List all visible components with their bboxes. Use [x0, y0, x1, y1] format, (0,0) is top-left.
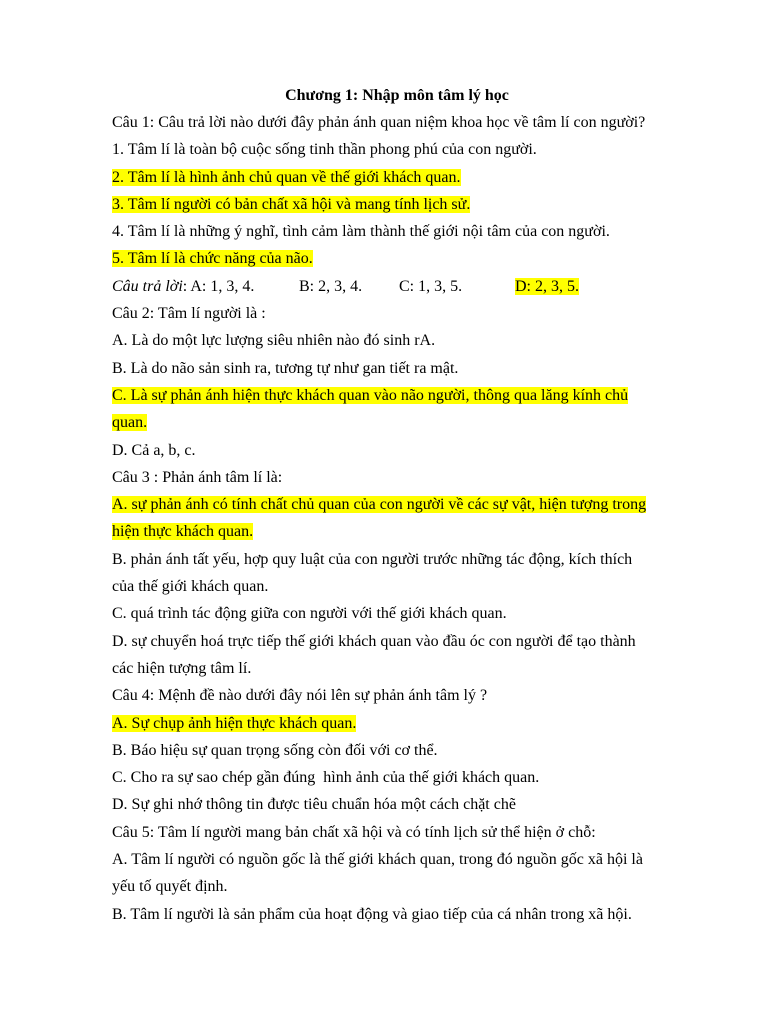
question-4-option-d: D. Sự ghi nhớ thông tin được tiêu chuẩn hóa một cách chặt chẽ [112, 796, 516, 814]
answer-c: C: 1, 3, 5. [399, 277, 463, 295]
question-1-option-1: 1. Tâm lí là toàn bộ cuộc sống tinh thần phong phú của con người. [112, 141, 537, 159]
question-5-option-b: B. Tâm lí người là sản phẩm của hoạt động và giao tiếp của cá nhân trong xã hội. [112, 905, 632, 923]
answer-b: B: 2, 3, 4. [299, 277, 363, 295]
question-3-option-a [112, 491, 682, 518]
question-1-text: Câu 1: Câu trả lời nào dưới đây phản ánh quan niệm khoa học về tâm lí con người? [112, 114, 646, 131]
question-2-text: Câu 2: Tâm lí người là : [112, 305, 266, 323]
questions-2-5-block [112, 300, 682, 928]
question-1-option-5 [112, 245, 682, 272]
answer-label: Câu trả lời [112, 277, 183, 295]
answer-a: Câu trả lời: A: 1, 3, 4. [112, 277, 255, 295]
question-3-option-d: D. sự chuyển hoá trực tiếp thế giới khách quan vào đầu óc con người để tạo thành [112, 632, 636, 650]
document-page [112, 83, 682, 928]
highlighted-text: C. Là sự phản ánh hiện thực khách quan vào não người, thông qua lăng kính chủ [112, 386, 629, 404]
question-2-option-c-cont [112, 409, 682, 436]
question-2-option-d: D. Cả a, b, c. [112, 441, 196, 459]
question-4-option-c: C. Cho ra sự sao chép gần đúng hình ảnh của thế giới khách quan. [112, 769, 540, 787]
question-1-option-3 [112, 191, 682, 218]
question-3-option-b: B. phản ánh tất yếu, hợp quy luật của con người trước những tác động, kích thích [112, 550, 633, 568]
question-2-option-c [112, 382, 682, 409]
question-1-block [112, 109, 682, 300]
question-3-text: Câu 3 : Phản ánh tâm lí là: [112, 468, 283, 486]
highlighted-text: A. sự phản ánh có tính chất chủ quan của con người về các sự vật, hiện tượng trong [112, 496, 647, 514]
highlighted-text: D: 2, 3, 5. [515, 277, 579, 295]
question-4-text: Câu 4: Mệnh đề nào dưới đây nói lên sự phản ánh tâm lý ? [112, 687, 488, 705]
highlighted-text: quan. [112, 414, 148, 432]
highlighted-text: hiện thực khách quan. [112, 523, 254, 541]
question-4-option-a [112, 710, 682, 737]
highlighted-text: 2. Tâm lí là hình ảnh chủ quan về thế giới khách quan. [112, 168, 461, 186]
question-3-option-d-cont: các hiện tượng tâm lí. [112, 659, 252, 677]
highlighted-text: A. Sự chụp ảnh hiện thực khách quan. [112, 714, 357, 732]
question-1-answer-row [112, 273, 682, 300]
question-1-option-4: 4. Tâm lí là những ý nghĩ, tình cảm làm thành thế giới nội tâm của con người. [112, 223, 610, 241]
question-3-option-c: C. quá trình tác động giữa con người với thế giới khách quan. [112, 605, 507, 623]
answer-d [515, 273, 579, 300]
question-3-option-b-cont: của thế giới khách quan. [112, 578, 269, 596]
question-1-option-2 [112, 164, 682, 191]
question-5-text: Câu 5: Tâm lí người mang bản chất xã hội và có tính lịch sử thể hiện ở chỗ: [112, 823, 596, 841]
question-2-option-a: A. Là do một lực lượng siêu nhiên nào đó sinh rA. [112, 332, 436, 350]
highlighted-text: 5. Tâm lí là chức năng của não. [112, 250, 313, 268]
question-4-option-b: B. Báo hiệu sự quan trọng sống còn đối với cơ thể. [112, 741, 438, 759]
chapter-title: Chương 1: Nhập môn tâm lý học [285, 87, 509, 104]
question-3-option-a-cont [112, 518, 682, 545]
highlighted-text: 3. Tâm lí người có bản chất xã hội và mang tính lịch sử. [112, 195, 471, 213]
question-2-option-b: B. Là do não sản sinh ra, tương tự như gan tiết ra mật. [112, 359, 459, 377]
question-5-option-a: A. Tâm lí người có nguồn gốc là thế giới khách quan, trong đó nguồn gốc xã hội là [112, 851, 643, 869]
question-5-option-a-cont: yếu tố quyết định. [112, 878, 228, 896]
